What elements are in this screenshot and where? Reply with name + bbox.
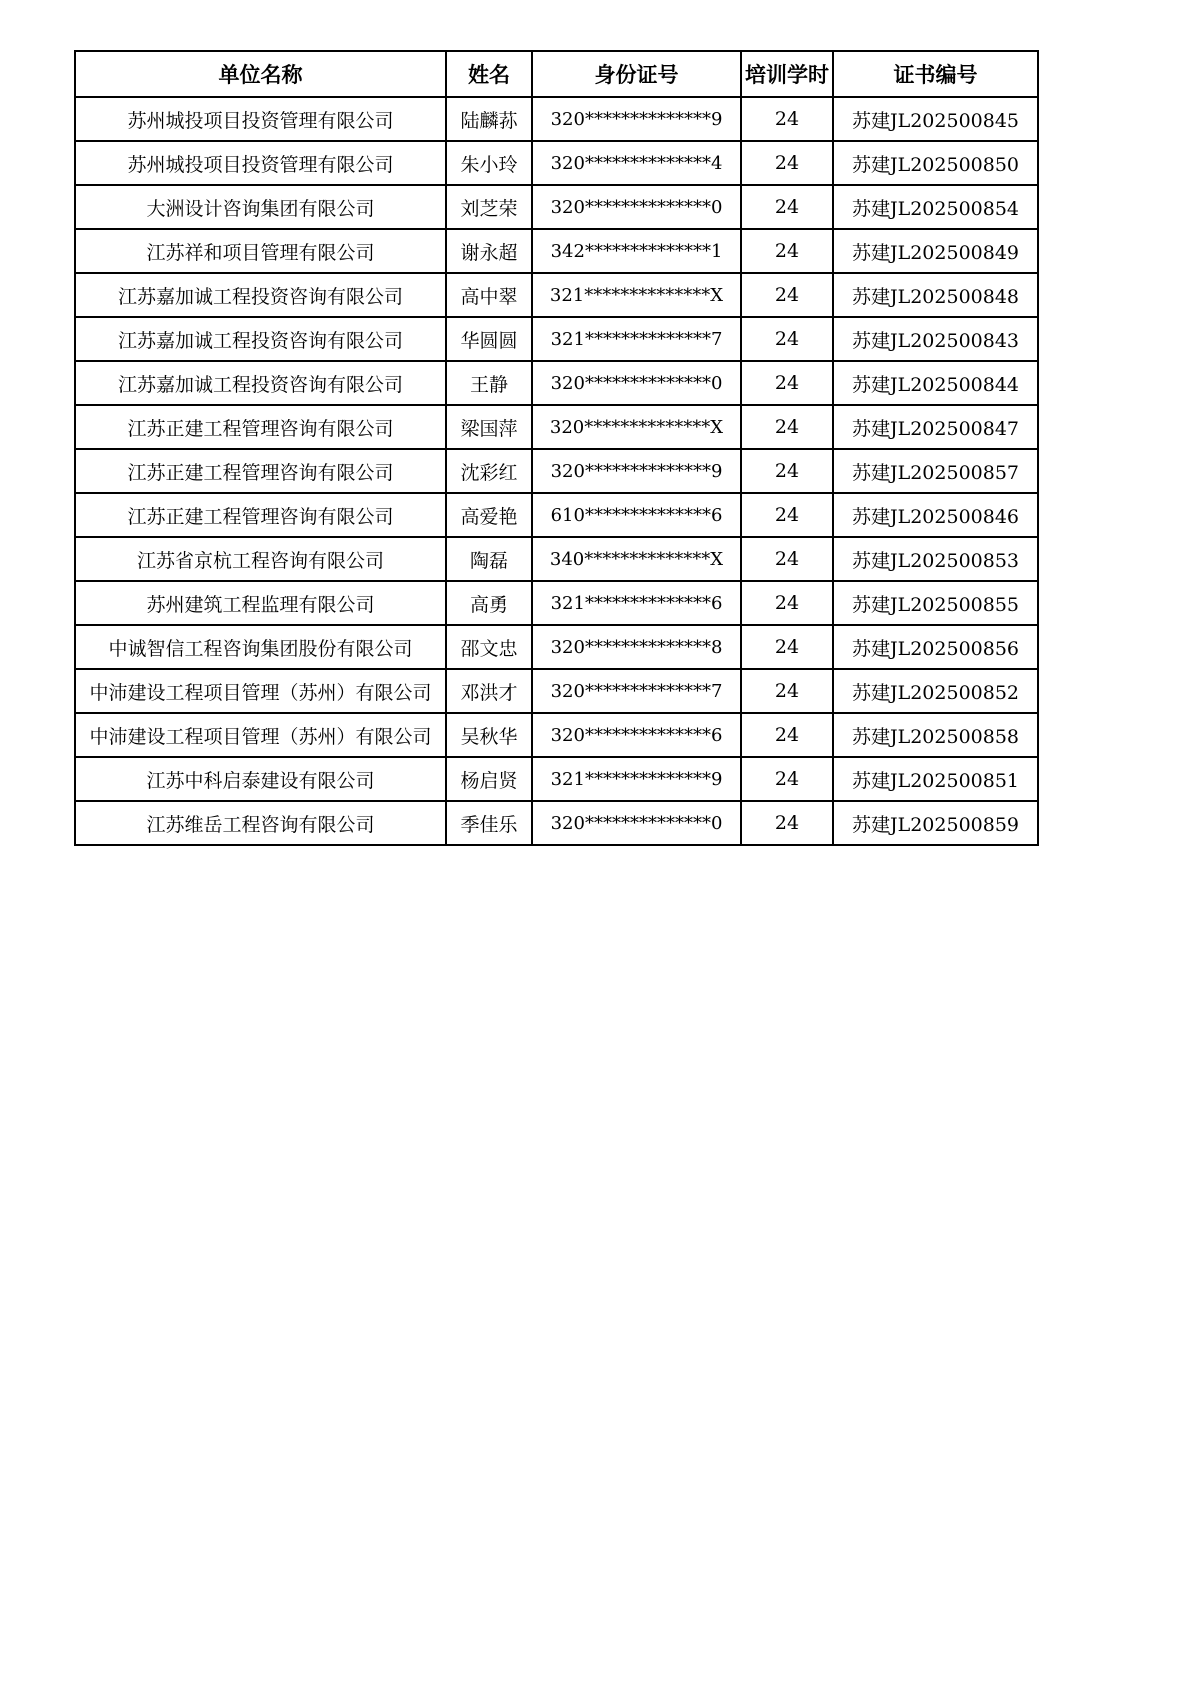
table-row [75,801,1038,845]
table-row [75,625,1038,669]
company-cell: 苏州城投项目投资管理有限公司 [75,97,446,141]
id-number-cell: 340**************X [532,537,741,581]
company-cell: 江苏正建工程管理咨询有限公司 [75,405,446,449]
table-body [75,97,1038,845]
table-row [75,229,1038,273]
table-row [75,537,1038,581]
id-number-cell: 321**************7 [532,317,741,361]
header-certificate-no: 证书编号 [833,51,1038,97]
header-training-hours: 培训学时 [741,51,833,97]
training-hours-cell: 24 [741,405,833,449]
name-cell: 高中翠 [446,273,532,317]
name-cell: 刘芝荣 [446,185,532,229]
company-cell: 江苏中科启泰建设有限公司 [75,757,446,801]
id-number-cell: 320**************0 [532,801,741,845]
company-cell: 苏州建筑工程监理有限公司 [75,581,446,625]
id-number-cell: 321**************9 [532,757,741,801]
name-cell: 朱小玲 [446,141,532,185]
id-number-cell: 321**************6 [532,581,741,625]
id-number-cell: 320**************7 [532,669,741,713]
company-cell: 江苏祥和项目管理有限公司 [75,229,446,273]
table-row [75,757,1038,801]
certificate-no-cell: 苏建JL202500853 [833,537,1038,581]
training-hours-cell: 24 [741,581,833,625]
id-number-cell: 320**************X [532,405,741,449]
table-row [75,141,1038,185]
name-cell: 杨启贤 [446,757,532,801]
name-cell: 邵文忠 [446,625,532,669]
company-cell: 江苏嘉加诚工程投资咨询有限公司 [75,317,446,361]
table-row [75,185,1038,229]
training-hours-cell: 24 [741,801,833,845]
training-hours-cell: 24 [741,229,833,273]
id-number-cell: 320**************0 [532,185,741,229]
table-row [75,713,1038,757]
training-certificate-table [74,50,1039,846]
certificate-no-cell: 苏建JL202500852 [833,669,1038,713]
table-row [75,97,1038,141]
name-cell: 邓洪才 [446,669,532,713]
company-cell: 中沛建设工程项目管理（苏州）有限公司 [75,713,446,757]
certificate-no-cell: 苏建JL202500847 [833,405,1038,449]
certificate-no-cell: 苏建JL202500849 [833,229,1038,273]
company-cell: 江苏正建工程管理咨询有限公司 [75,493,446,537]
certificate-no-cell: 苏建JL202500856 [833,625,1038,669]
id-number-cell: 320**************4 [532,141,741,185]
training-hours-cell: 24 [741,185,833,229]
header-row [75,51,1038,97]
training-hours-cell: 24 [741,317,833,361]
id-number-cell: 320**************6 [532,713,741,757]
training-hours-cell: 24 [741,713,833,757]
name-cell: 陶磊 [446,537,532,581]
training-hours-cell: 24 [741,361,833,405]
id-number-cell: 320**************8 [532,625,741,669]
name-cell: 季佳乐 [446,801,532,845]
certificate-no-cell: 苏建JL202500848 [833,273,1038,317]
training-hours-cell: 24 [741,141,833,185]
table-row [75,449,1038,493]
training-hours-cell: 24 [741,449,833,493]
certificate-no-cell: 苏建JL202500844 [833,361,1038,405]
name-cell: 吴秋华 [446,713,532,757]
id-number-cell: 320**************9 [532,97,741,141]
id-number-cell: 610**************6 [532,493,741,537]
name-cell: 沈彩红 [446,449,532,493]
header-id-number: 身份证号 [532,51,741,97]
certificate-no-cell: 苏建JL202500859 [833,801,1038,845]
certificate-no-cell: 苏建JL202500850 [833,141,1038,185]
training-hours-cell: 24 [741,625,833,669]
certificate-no-cell: 苏建JL202500851 [833,757,1038,801]
header-name: 姓名 [446,51,532,97]
header-company: 单位名称 [75,51,446,97]
company-cell: 江苏嘉加诚工程投资咨询有限公司 [75,361,446,405]
certificate-no-cell: 苏建JL202500855 [833,581,1038,625]
name-cell: 王静 [446,361,532,405]
company-cell: 中诚智信工程咨询集团股份有限公司 [75,625,446,669]
table-row [75,361,1038,405]
company-cell: 江苏维岳工程咨询有限公司 [75,801,446,845]
name-cell: 高勇 [446,581,532,625]
name-cell: 陆麟荪 [446,97,532,141]
id-number-cell: 342**************1 [532,229,741,273]
table-row [75,405,1038,449]
certificate-no-cell: 苏建JL202500858 [833,713,1038,757]
table-row [75,669,1038,713]
name-cell: 梁国萍 [446,405,532,449]
certificate-no-cell: 苏建JL202500854 [833,185,1038,229]
company-cell: 江苏嘉加诚工程投资咨询有限公司 [75,273,446,317]
training-hours-cell: 24 [741,537,833,581]
training-hours-cell: 24 [741,757,833,801]
company-cell: 江苏正建工程管理咨询有限公司 [75,449,446,493]
id-number-cell: 321**************X [532,273,741,317]
training-hours-cell: 24 [741,273,833,317]
table-row [75,317,1038,361]
certificate-no-cell: 苏建JL202500846 [833,493,1038,537]
id-number-cell: 320**************9 [532,449,741,493]
table-row [75,493,1038,537]
table-header [75,51,1038,97]
name-cell: 华圆圆 [446,317,532,361]
id-number-cell: 320**************0 [532,361,741,405]
table-row [75,581,1038,625]
company-cell: 大洲设计咨询集团有限公司 [75,185,446,229]
certificate-no-cell: 苏建JL202500857 [833,449,1038,493]
training-hours-cell: 24 [741,669,833,713]
name-cell: 高爱艳 [446,493,532,537]
company-cell: 苏州城投项目投资管理有限公司 [75,141,446,185]
training-hours-cell: 24 [741,493,833,537]
name-cell: 谢永超 [446,229,532,273]
certificate-no-cell: 苏建JL202500843 [833,317,1038,361]
training-hours-cell: 24 [741,97,833,141]
company-cell: 中沛建设工程项目管理（苏州）有限公司 [75,669,446,713]
certificate-no-cell: 苏建JL202500845 [833,97,1038,141]
company-cell: 江苏省京杭工程咨询有限公司 [75,537,446,581]
table-row [75,273,1038,317]
